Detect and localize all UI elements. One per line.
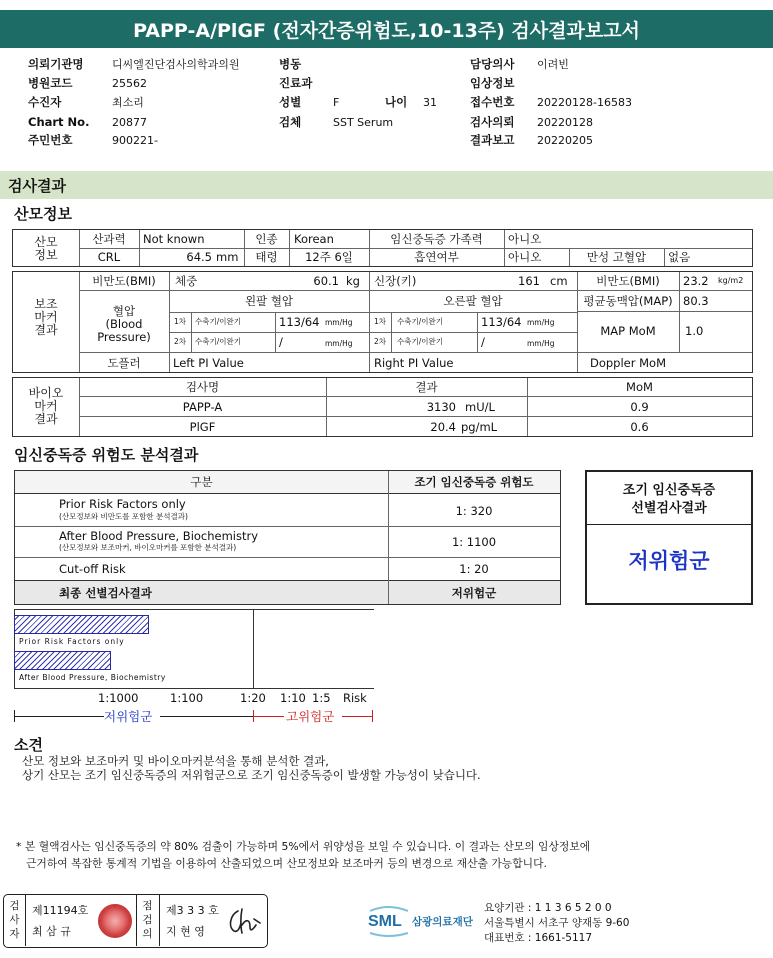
cutoff-name: Cut-off Risk (59, 562, 126, 576)
left-pi-label: Left PI Value (173, 356, 244, 370)
lab-name: 삼광의료재단 (412, 916, 473, 928)
inst-value: 디씨엘진단검사의학과의원 (112, 58, 240, 71)
crl-label: CRL (97, 250, 121, 264)
right-r1: 1차 (373, 317, 387, 326)
height-value: 161 (518, 274, 540, 288)
footnote-line-1: * 본 혈액검사는 임신중독증의 약 80% 검출이 가능하며 5%에서 위양성을 보일 수 있습니다. 이 결과는 산모의 임상정보에 (16, 840, 591, 853)
prior-risk-sub: (산모정보와 비만도를 포함한 분석결과) (59, 512, 188, 521)
right-sd-label-1: 수축기/이완기 (397, 317, 443, 326)
risk-value-header: 조기 임신중독증 위험도 (414, 475, 534, 489)
crl-value: 64.5 (186, 250, 212, 264)
prior-risk-name: Prior Risk Factors only (59, 497, 186, 511)
plgf-mom: 0.6 (630, 420, 649, 434)
maternal-title: 산모정보 (14, 205, 72, 223)
risk-range-legend (14, 710, 374, 726)
papp-a-unit: mU/L (465, 400, 495, 414)
result-box-value: 저위험군 (628, 549, 710, 573)
doctor-label: 담당의사 (470, 57, 515, 71)
prior-risk-value: 1: 320 (455, 504, 493, 518)
hcode-value: 25562 (112, 77, 147, 90)
right-sd-label-2: 수축기/이완기 (397, 337, 443, 346)
conclusion-line-2: 상기 산모는 조기 임신중독증의 저위험군으로 조기 임신중독증이 발생할 가능성이 낮습니다. (22, 768, 481, 782)
right-r2: 2차 (373, 337, 387, 346)
tick-1-5: 1:5 (312, 691, 331, 705)
risk-chart (14, 609, 374, 689)
tick-1-1000: 1:1000 (98, 691, 139, 705)
ob-history-label: 산과력 (92, 232, 126, 246)
family-history-value: 아니오 (508, 232, 542, 246)
after-bp-value: 1: 1100 (451, 535, 497, 549)
conclusion-line-1: 산모 정보와 보조마커 및 바이오마커분석을 통해 분석한 결과, (22, 754, 329, 768)
papp-a-mom: 0.9 (630, 400, 649, 414)
req-label: 검사의뢰 (470, 115, 515, 129)
test-name-header: 검사명 (185, 380, 220, 394)
htn-label: 만성 고혈압 (586, 250, 647, 264)
maternal-table (12, 229, 753, 267)
weight-label: 체중 (175, 274, 198, 288)
left-r2: 2차 (173, 337, 187, 346)
prior-risk-bar (14, 615, 149, 634)
chart-axis (14, 691, 374, 705)
report-value: 20220205 (537, 134, 593, 147)
age-label: 나이 (385, 95, 408, 109)
tester-license: 제11194호 (32, 904, 89, 917)
right-bp2-value: / (481, 335, 485, 349)
age-value: 31 (423, 96, 437, 109)
left-arm-bp-label: 왼팔 혈압 (244, 294, 294, 308)
after-bp-sub: (산모정보와 보조마커, 바이오마커를 포함한 분석결과) (59, 543, 237, 552)
plgf-name: PlGF (189, 420, 216, 434)
chart-value: 20877 (112, 116, 147, 129)
plgf-value: 20.4 (430, 420, 456, 434)
final-result-label: 최종 선별검사결과 (59, 586, 152, 600)
smoking-label: 흡연여부 (414, 250, 459, 264)
left-sd-label-1: 수축기/이완기 (195, 317, 241, 326)
lab-logo (366, 903, 476, 939)
mom-header: MoM (626, 380, 653, 394)
doppler-label: 도플러 (107, 356, 141, 370)
after-bp-bar-label: After Blood Pressure, Biochemistry (19, 673, 166, 682)
prior-risk-bar-label: Prior Risk Factors only (19, 637, 125, 646)
req-value: 20220128 (537, 116, 593, 129)
right-bp2-unit: mm/Hg (527, 339, 555, 348)
tick-1-20: 1:20 (240, 691, 266, 705)
risk-title: 임신중독증 위험도 분석결과 (14, 446, 199, 464)
left-bp1-unit: mm/Hg (325, 318, 353, 327)
tick-risk: Risk (343, 691, 367, 705)
recv-label: 접수번호 (470, 95, 515, 109)
lab-address: 서울특별시 서초구 양재동 9-60 (484, 917, 630, 929)
race-value: Korean (294, 232, 334, 246)
map-value: 80.3 (683, 294, 709, 308)
map-mom-value: 1.0 (685, 324, 704, 338)
low-risk-label: 저위험군 (104, 709, 153, 724)
weight-value: 60.1 (313, 274, 339, 288)
bmi-value: 23.2 (683, 274, 709, 288)
risk-category-header: 구분 (190, 475, 213, 489)
family-history-label: 임신중독증 가족력 (390, 232, 483, 246)
bmi2-label: 비만도(BMI) (596, 274, 660, 288)
report-title: PAPP-A/PlGF (전자간증위험도,10-13주) 검사결과보고서 (0, 10, 773, 48)
height-unit: cm (550, 274, 568, 288)
chart-label: Chart No. (28, 115, 90, 129)
ga-label: 태령 (255, 250, 278, 264)
sex-label: 성별 (279, 95, 302, 109)
hcode-label: 병원코드 (28, 76, 73, 90)
tester-name: 최 삼 규 (32, 925, 71, 938)
result-header: 결과 (415, 380, 438, 394)
result-summary-box (585, 470, 753, 605)
dept-label: 진료과 (279, 76, 313, 90)
patient-label: 수진자 (28, 95, 62, 109)
lab-phone: 대표번호 : 1661-5117 (484, 932, 593, 944)
conclusion-title: 소견 (14, 736, 43, 754)
doctor-value: 이려빈 (537, 58, 569, 71)
map-mom-label: MAP MoM (600, 324, 656, 338)
clinical-label: 임상정보 (470, 76, 515, 90)
height-label: 신장(키) (374, 274, 417, 288)
left-bp2-value: / (279, 335, 283, 349)
reviewer-label: 점 검 의 (142, 900, 153, 940)
biomarker-table (12, 377, 753, 437)
report-label: 결과보고 (470, 133, 515, 147)
reviewer-name: 지 현 영 (166, 925, 205, 938)
tick-1-100: 1:100 (170, 691, 204, 705)
papp-a-name: PAPP-A (182, 400, 223, 414)
reviewer-signature-icon (226, 905, 264, 937)
left-bp2-unit: mm/Hg (325, 339, 353, 348)
cutoff-value: 1: 20 (459, 562, 489, 576)
plgf-unit: pg/mL (461, 420, 498, 434)
crl-unit: mm (216, 250, 239, 264)
id-value: 900221- (112, 134, 158, 147)
patient-value: 최소리 (112, 96, 144, 109)
id-label: 주민번호 (28, 133, 73, 147)
bmi-unit: kg/m2 (718, 276, 744, 285)
lab-logo-text: SML (368, 913, 402, 930)
right-bp1-value: 113/64 (481, 315, 522, 329)
bmi-label: 비만도(BMI) (92, 274, 156, 288)
smoking-value: 아니오 (508, 250, 542, 264)
biomarker-side-label: 바이오 마커 결과 (28, 386, 64, 426)
tick-1-10: 1:10 (280, 691, 306, 705)
result-box-title: 조기 임신중독증 선별검사결과 (622, 483, 716, 516)
recv-value: 20220128-16583 (537, 96, 632, 109)
weight-unit: kg (346, 274, 360, 288)
bp-label: 혈압 (Blood Pressure) (97, 304, 151, 344)
biophysical-side-label: 보조 마커 결과 (34, 297, 58, 337)
papp-a-value: 3130 (426, 400, 456, 414)
race-label: 인종 (255, 232, 278, 246)
right-bp1-unit: mm/Hg (527, 318, 555, 327)
reviewer-license: 제3 3 3 호 (166, 904, 219, 917)
inst-label: 의뢰기관명 (28, 57, 84, 71)
section-title: 검사결과 (0, 171, 773, 199)
after-bp-name: After Blood Pressure, Biochemistry (59, 529, 259, 543)
right-pi-label: Right PI Value (374, 356, 454, 370)
after-bp-bar (14, 651, 111, 670)
tester-seal (98, 904, 132, 938)
left-bp1-value: 113/64 (279, 315, 320, 329)
specimen-label: 검체 (279, 115, 302, 129)
sex-value: F (333, 96, 340, 109)
ga-value: 12주 6일 (305, 250, 353, 264)
htn-value: 없음 (668, 250, 691, 264)
lab-code: 요양기관 : 1 1 3 6 5 2 0 0 (484, 902, 612, 914)
specimen-value: SST Serum (333, 116, 394, 129)
final-result-value: 저위험군 (451, 586, 497, 600)
right-arm-bp-label: 오른팔 혈압 (443, 294, 503, 308)
high-risk-label: 고위험군 (286, 709, 335, 724)
tester-label: 검 사 자 (9, 900, 20, 940)
ward-label: 병동 (279, 57, 302, 71)
ob-history-value: Not known (143, 232, 205, 246)
risk-table (14, 470, 561, 605)
maternal-side-label: 산모 정보 (34, 235, 58, 262)
biophysical-table (12, 271, 753, 373)
doppler-mom-label: Doppler MoM (589, 356, 667, 370)
left-r1: 1차 (173, 317, 187, 326)
footnote-line-2: 근거하여 복잡한 통계적 기법을 이용하여 산출되었으며 산모정보와 보조마커 등의 변경으로 재산출 가능합니다. (26, 857, 547, 870)
left-sd-label-2: 수축기/이완기 (195, 337, 241, 346)
signature-box (3, 894, 268, 948)
map-label: 평균동맥압(MAP) (583, 294, 673, 308)
